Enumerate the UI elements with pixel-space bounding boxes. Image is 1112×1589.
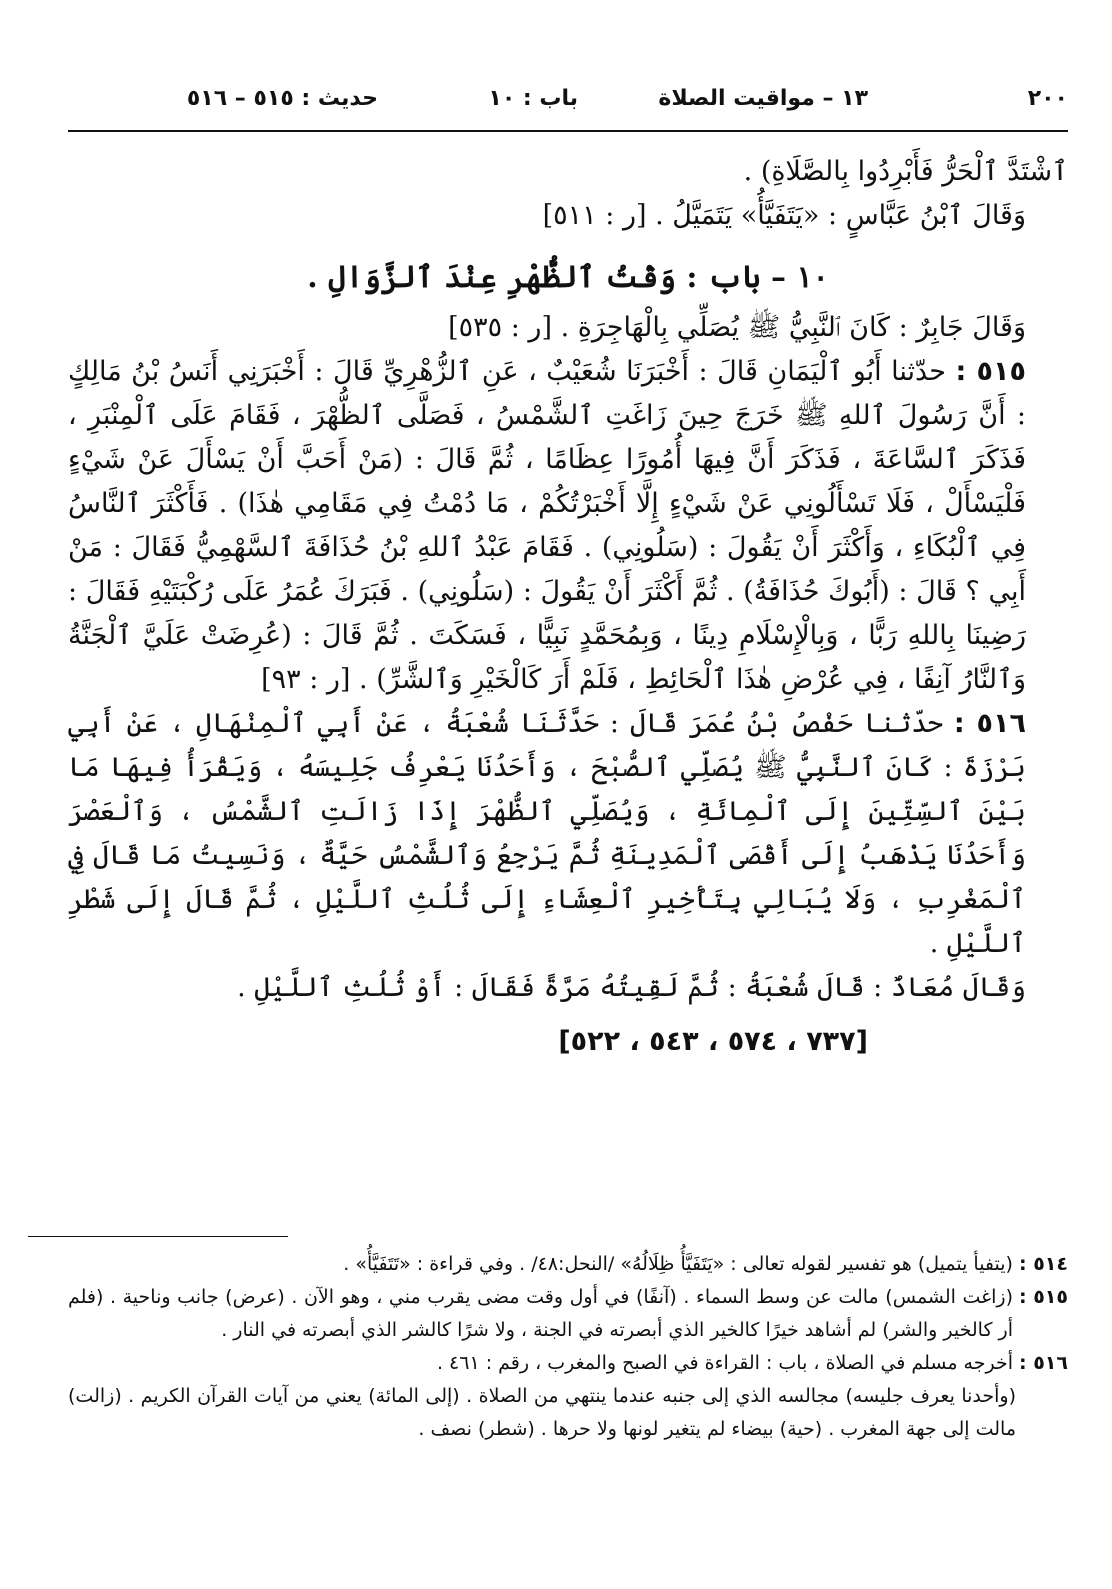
footnote-516-label: ٥١٦ : <box>1018 1352 1068 1374</box>
hadith-515-number: ٥١٥ : <box>955 356 1026 387</box>
footnote-516 <box>68 1347 1068 1380</box>
footnote-514-label: ٥١٤ : <box>1018 1253 1068 1275</box>
hadith-515-text: حدّثنا أَبُو ٱلْيَمَانِ قَالَ : أَخْبَرَنَا شُعَيْبٌ ، عَنِ ٱلزُّهْرِيِّ قَالَ : أَخْبَرَنِي أَنَسُ بْنُ مَالِكٍ : أَنَّ رَسُولَ ٱللهِ ﷺ خَرَجَ حِينَ زَاغَتِ ٱلشَّمْسُ ، فَصَلَّى ٱلظُّهْرَ ، فَقَامَ عَلَى ٱلْمِنْبَرِ ، فَذَكَرَ ٱلسَّاعَةَ ، فَذَكَرَ أَنَّ فِيهَا أُمُورًا عِظَامًا ، ثُمَّ قَالَ : (مَنْ أَحَبَّ أَنْ يَسْأَلَ عَنْ شَيْءٍ فَلْيَسْأَلْ ، فَلَا تَسْأَلُونِي عَنْ شَيْءٍ إِلَّا أَخْبَرْتُكُمْ ، مَا دُمْتُ فِي مَقَامِي هٰذَا) . فَأَكْثَرَ ٱلنَّاسُ فِي ٱلْبُكَاءِ ، وَأَكْثَرَ أَنْ يَقُولَ : (سَلُونِي) . فَقَامَ عَبْدُ ٱللهِ بْنُ حُذَافَةَ ٱلسَّهْمِيُّ فَقَالَ : مَنْ أَبِي ؟ قَالَ : (أَبُوكَ حُذَافَةُ) . ثُمَّ أَكْثَرَ أَنْ يَقُولَ : (سَلُونِي) . فَبَرَكَ عُمَرُ عَلَى رُكْبَتَيْهِ فَقَالَ : رَضِينَا بِاللهِ رَبًّا ، وَبِالْإِسْلَامِ دِينًا ، وَبِمُحَمَّدٍ نَبِيًّا ، فَسَكَتَ . ثُمَّ قَالَ : (عُرِضَتْ عَلَيَّ ٱلْجَنَّةُ وَٱلنَّارُ آنِفًا ، فِي عُرْضِ هٰذَا ٱلْحَائِطِ ، فَلَمْ أَرَ كَالْخَيْرِ وَٱلشَّرِّ) . [ر : ٩٣] <box>68 356 1026 695</box>
bab-title: ١٠ – باب : وَقْتُ ٱلظُّهْرِ عِنْدَ ٱلزَّوَالِ . <box>307 260 829 295</box>
bab-number: باب : ١٠ <box>488 86 578 111</box>
hadith-516-number: ٥١٦ : <box>953 708 1026 739</box>
continuation-line: ٱشْتَدَّ ٱلْحَرُّ فَأَبْرِدُوا بِالصَّلَاةِ) . <box>743 156 1068 187</box>
jabir-note: وَقَالَ جَابِرٌ : كَانَ ٱلنَّبِيُّ ﷺ يُصَلِّي بِالْهَاجِرَةِ . [ر : ٥٣٥] <box>448 312 1026 343</box>
hadith-515 <box>68 350 1068 702</box>
footnote-515-text: (زاغت الشمس) مالت عن وسط السماء . (آنفًا) في أول وقت مضى يقرب مني ، وهو الآن . (عرض) جانب وناحية . (فلم أر كالخير والشر) لم أشاهد خيرًا كالخير الذي أبصرته في الجنة ، ولا شرًا كالشر الذي أبصرته في النار . <box>68 1286 1013 1341</box>
footnote-516-text: أخرجه مسلم في الصلاة ، باب : القراءة في الصبح والمغرب ، رقم : ٤٦١ . <box>436 1352 1013 1374</box>
footnote-516-continued: (وأحدنا يعرف جليسه) مجالسه الذي إلى جنبه عندما ينتهي من الصلاة . (إلى المائة) يعني من آيات القرآن الكريم . (زالت) مالت إلى جهة المغرب . (حية) بيضاء لم يتغير لونها ولا حرها . (شطر) نصف . <box>68 1385 1016 1440</box>
footnote-514 <box>68 1248 1068 1281</box>
hadith-range: حديث : ٥١٥ – ٥١٦ <box>186 86 378 111</box>
footnote-515 <box>68 1281 1068 1347</box>
muadh-note: وَقَالَ مُعَاذٌ : قَالَ شُعْبَةُ : ثُمَّ لَقِيتُهُ مَرَّةً فَقَالَ : أَوْ ثُلُثِ ٱللَّيْلِ . <box>237 972 1026 1003</box>
ibn-abbas-note: وَقَالَ ٱبْنُ عَبَّاسٍ : «يَتَفَيَّأُ» يَتَمَيَّلُ . [ر : ٥١١] <box>542 200 1026 231</box>
chapter-title: ١٣ – مواقيت الصلاة <box>658 86 868 111</box>
hadith-516 <box>68 702 1068 966</box>
main-text <box>68 150 1068 1064</box>
book-page <box>28 0 1088 1589</box>
footnote-515-label: ٥١٥ : <box>1018 1286 1068 1308</box>
header-divider <box>68 130 1068 132</box>
hadith-516-text: حدّثنا حَفْصُ بْنُ عُمَرَ قَالَ : حَدَّثَنَا شُعْبَةُ ، عَنْ أَبِي ٱلْمِنْهَالِ ، عَنْ أَبِي بَرْزَةَ : كَانَ ٱلنَّبِيُّ ﷺ يُصَلِّي ٱلصُّبْحَ ، وَأَحَدُنَا يَعْرِفُ جَلِيسَهُ ، وَيَقْرَأُ فِيهَا مَا بَيْنَ ٱلسِّتِّينَ إِلَى ٱلْمِائَةِ ، وَيُصَلِّي ٱلظُّهْرَ إِذَا زَالَتِ ٱلشَّمْسُ ، وَٱلْعَصْرَ وَأَحَدُنَا يَذْهَبُ إِلَى أَقْصَى ٱلْمَدِينَةِ ثُمَّ يَرْجِعُ وَٱلشَّمْسُ حَيَّةٌ ، وَنَسِيتُ مَا قَالَ فِي ٱلْمَغْرِبِ ، وَلَا يُبَالِي بِتَأْخِيرِ ٱلْعِشَاءِ إِلَى ثُلُثِ ٱللَّيْلِ ، ثُمَّ قَالَ إِلَى شَطْرِ ٱللَّيْلِ . <box>68 708 1026 959</box>
page-number: ٢٠٠ <box>1027 86 1068 111</box>
footnote-divider <box>28 1236 288 1237</box>
footnotes <box>68 1248 1068 1446</box>
page-header <box>28 86 1088 126</box>
cross-references: [٧٣٧ ، ٥٧٤ ، ٥٤٣ ، ٥٢٢] <box>558 1026 868 1057</box>
footnote-514-text: (يتفيأ يتميل) هو تفسير لقوله تعالى : «يَتَفَيَّأُ ظِلَالُهُ» /النحل:٤٨/ . وفي قراءة : «تَتَفَيَّأُ» . <box>343 1253 1013 1275</box>
